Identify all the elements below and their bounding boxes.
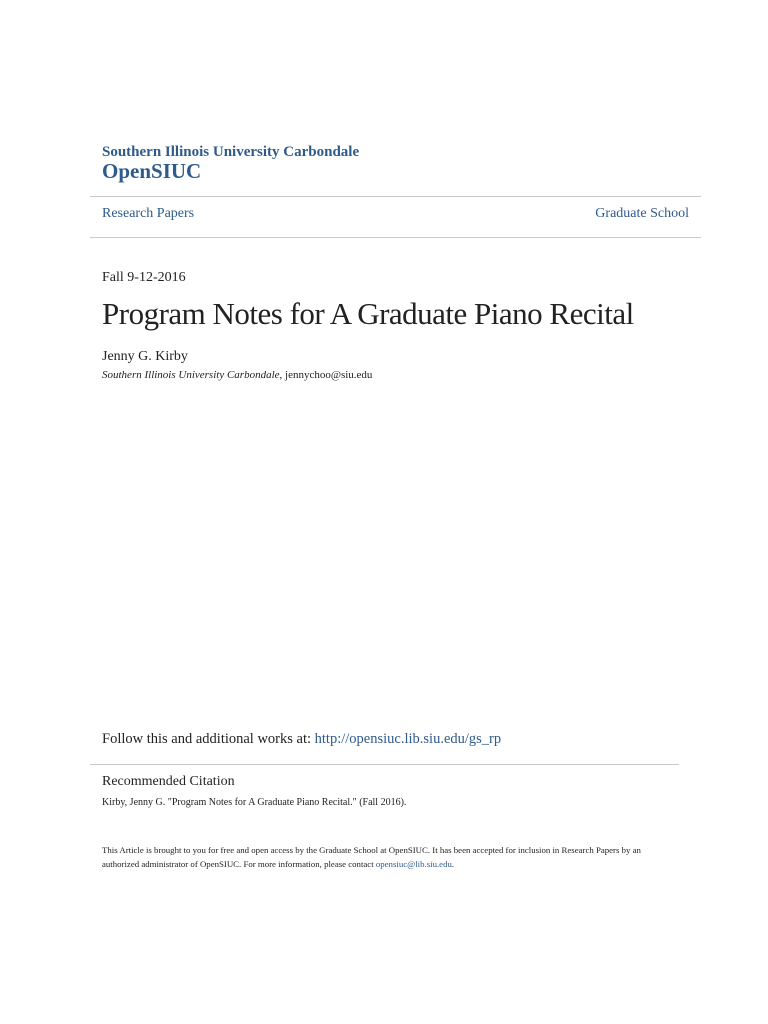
notice-text: This Article is brought to you for free and open access by the Graduate School at OpenSIUC. It has been accepted for inclusion in Research Papers by an authorized administrator of OpenSIUC. For more information, please contact xyxy=(102,845,641,869)
affiliation-separator: , xyxy=(279,369,286,381)
author-affiliation xyxy=(102,369,372,381)
author-email: jennychoo@siu.edu xyxy=(285,369,373,381)
article-title: Program Notes for A Graduate Piano Recital xyxy=(102,296,634,331)
institution-name[interactable]: Southern Illinois University Carbondale xyxy=(102,144,360,160)
divider-nav xyxy=(90,237,701,238)
publication-date: Fall 9-12-2016 xyxy=(102,270,186,285)
author-name: Jenny G. Kirby xyxy=(102,349,188,364)
affiliation-name: Southern Illinois University Carbondale xyxy=(102,369,280,381)
repository-name[interactable]: OpenSIUC xyxy=(102,159,202,183)
access-notice xyxy=(102,843,672,871)
divider-citation xyxy=(90,764,679,765)
collection-url-link[interactable]: http://opensiuc.lib.siu.edu/gs_rp xyxy=(314,731,502,747)
contact-email-link[interactable]: opensiuc@lib.siu.edu xyxy=(375,859,452,869)
citation-text: Kirby, Jenny G. "Program Notes for A Graduate Piano Recital." (Fall 2016). xyxy=(102,797,407,808)
graduate-school-link[interactable]: Graduate School xyxy=(595,206,689,221)
research-papers-link[interactable]: Research Papers xyxy=(102,206,195,221)
follow-label: Follow this and additional works at: xyxy=(102,731,315,747)
notice-end: . xyxy=(451,859,455,869)
citation-heading: Recommended Citation xyxy=(102,774,235,789)
divider-top xyxy=(90,196,701,197)
follow-line xyxy=(102,731,501,748)
